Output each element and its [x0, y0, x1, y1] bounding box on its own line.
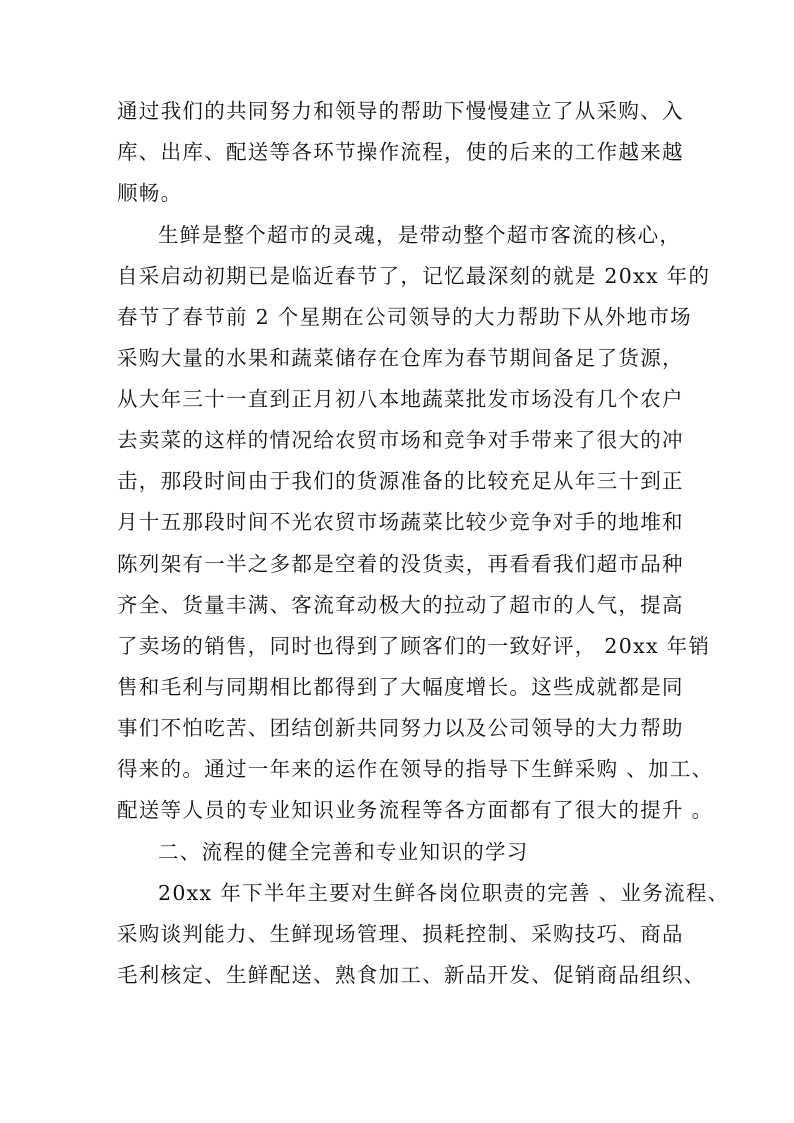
text-line: 春节了春节前 2 个星期在公司领导的大力帮助下从外地市场	[117, 305, 692, 329]
paragraph-start-line: 生鲜是整个超市的灵魂，是带动整个超市客流的核心，	[158, 223, 682, 247]
text-line: 顺畅。	[117, 181, 183, 205]
text-line: 自采启动初期已是临近春节了，记忆最深刻的就是 20xx 年的	[117, 264, 711, 288]
section-heading: 二、流程的健全完善和专业知识的学习	[158, 840, 529, 864]
text-line: 采购大量的水果和蔬菜储存在仓库为春节期间备足了货源，	[117, 346, 684, 370]
paragraph-start-line: 20xx 年下半年主要对生鲜各岗位职责的完善 、业务流程、	[158, 881, 730, 905]
text-line: 得来的。通过一年来的运作在领导的指导下生鲜采购 、加工、	[117, 757, 714, 781]
text-line: 月十五那段时间不光农贸市场蔬菜比较少竞争对手的地堆和	[117, 510, 684, 534]
text-line: 库、出库、配送等各环节操作流程，使的后来的工作越来越	[117, 140, 684, 164]
text-line: 陈列架有一半之多都是空着的没货卖，再看看我们超市品种	[117, 552, 684, 576]
text-line: 了卖场的销售，同时也得到了顾客们的一致好评， 20xx 年销	[117, 634, 711, 658]
text-line: 售和毛利与同期相比都得到了大幅度增长。这些成就都是同	[117, 675, 684, 699]
text-line: 通过我们的共同努力和领导的帮助下慢慢建立了从采购、入	[117, 99, 684, 123]
text-line: 毛利核定、生鲜配送、熟食加工、新品开发、促销商品组织、	[117, 963, 706, 987]
text-line: 事们不怕吃苦、团结创新共同努力以及公司领导的大力帮助	[117, 716, 684, 740]
text-line: 采购谈判能力、生鲜现场管理、损耗控制、采购技巧、商品	[117, 922, 684, 946]
text-line: 去卖菜的这样的情况给农贸市场和竞争对手带来了很大的冲	[117, 428, 684, 452]
text-line: 齐全、货量丰满、客流耷动极大的拉动了超市的人气，提高	[117, 593, 684, 617]
text-line: 从大年三十一直到正月初八本地蔬菜批发市场没有几个农户	[117, 387, 684, 411]
text-line: 击，那段时间由于我们的货源准备的比较充足从年三十到正	[117, 469, 684, 493]
text-line: 配送等人员的专业知识业务流程等各方面都有了很大的提升 。	[117, 798, 714, 822]
